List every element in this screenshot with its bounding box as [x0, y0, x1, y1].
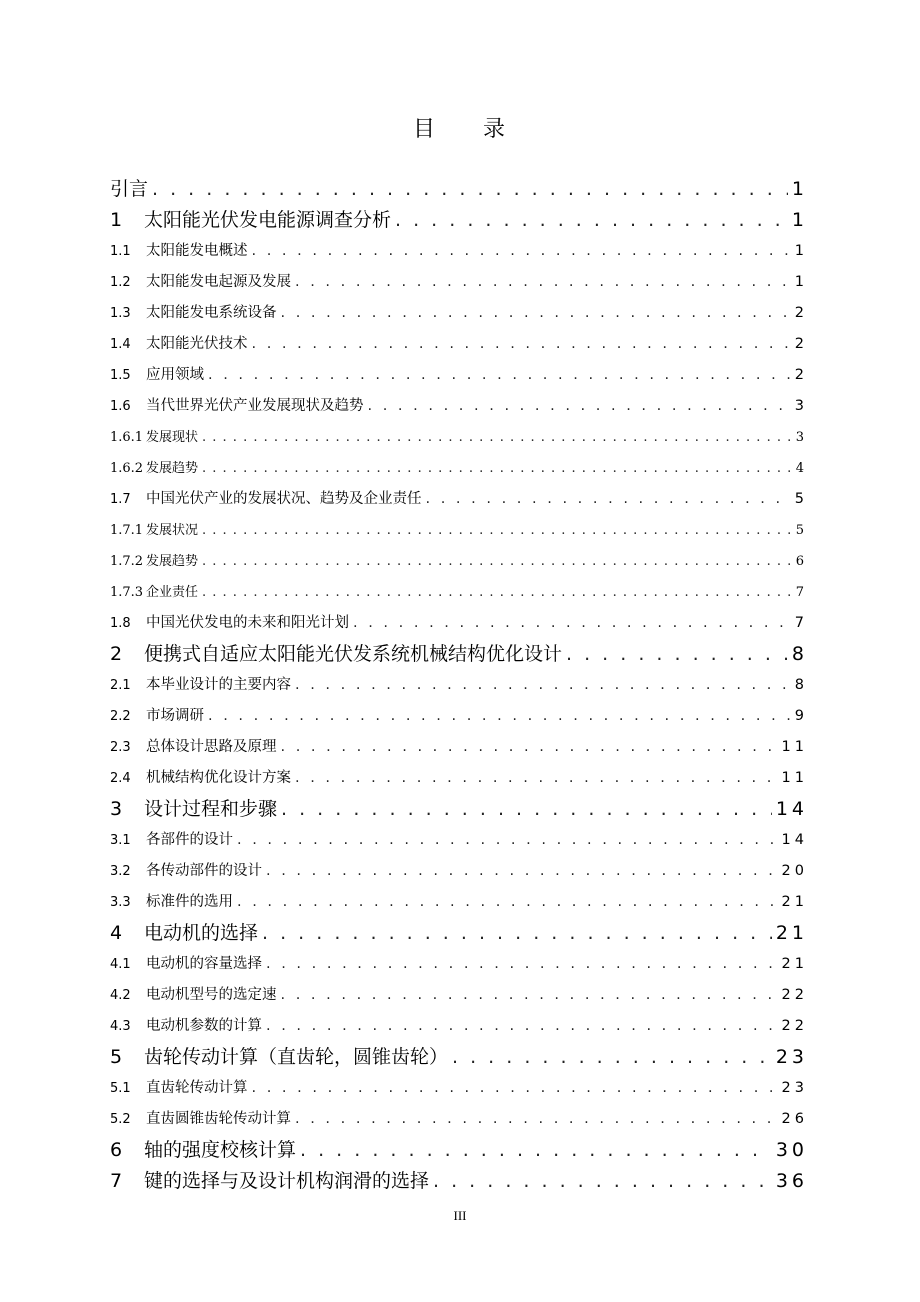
toc-entry-number: 2.4 — [110, 771, 131, 786]
toc-dot-leader — [426, 484, 791, 515]
toc-entry-page: 9 — [794, 708, 808, 724]
toc-dot-leader — [208, 701, 791, 732]
toc-dot-leader — [566, 639, 788, 670]
toc-dot-leader — [202, 515, 792, 546]
toc-dot-leader — [202, 422, 792, 453]
toc-dot-leader — [295, 763, 778, 794]
toc-entry-number: 5.1 — [110, 1081, 131, 1096]
toc-entry-page: 1 — [791, 209, 808, 231]
toc-entry-page: 11 — [781, 770, 808, 786]
toc-dot-leader — [395, 205, 788, 236]
toc-dot-leader — [208, 360, 791, 391]
toc-entry-label: 引言 — [110, 178, 149, 200]
toc-entry-label: 直齿轮传动计算 — [146, 1080, 248, 1096]
toc-entry[interactable] — [110, 1104, 808, 1135]
toc-dot-leader — [252, 329, 791, 360]
toc-entry-number: 3.1 — [110, 833, 131, 848]
toc-dot-leader — [353, 608, 791, 639]
toc-entry-title — [110, 360, 208, 391]
toc-entry[interactable] — [110, 856, 808, 887]
toc-dot-leader — [281, 794, 772, 825]
toc-entry-label: 电动机型号的选定速 — [146, 987, 277, 1003]
toc-dot-leader — [300, 1135, 772, 1166]
toc-entry-number: 1.8 — [110, 616, 131, 631]
toc-entry-label: 电动机的容量选择 — [146, 956, 262, 972]
toc-entry-page: 11 — [781, 739, 808, 755]
toc-entry[interactable] — [110, 670, 808, 701]
toc-entry-title — [110, 174, 152, 205]
toc-entry-page: 6 — [795, 554, 808, 569]
toc-entry[interactable] — [110, 577, 808, 608]
toc-entry-label: 设计过程和步骤 — [144, 798, 278, 820]
toc-entry-label: 市场调研 — [146, 708, 204, 724]
toc-entry-page: 3 — [794, 398, 808, 414]
toc-entry-label: 标准件的选用 — [146, 894, 233, 910]
toc-dot-leader — [202, 577, 792, 608]
toc-entry-title — [110, 546, 202, 577]
toc-entry[interactable] — [110, 422, 808, 453]
toc-dot-leader — [266, 856, 778, 887]
toc-entry-number: 4.1 — [110, 957, 131, 972]
toc-entry-label: 各传动部件的设计 — [146, 863, 262, 879]
toc-entry[interactable] — [110, 1011, 808, 1042]
toc-entry-label: 太阳能发电概述 — [146, 243, 248, 259]
toc-entry-title — [110, 205, 395, 236]
toc-entry-page: 20 — [781, 863, 808, 879]
toc-entry-page: 2 — [794, 367, 808, 383]
toc-entry-number: 3.2 — [110, 864, 131, 879]
toc-entry-page: 21 — [775, 922, 808, 944]
toc-entry[interactable] — [110, 949, 808, 980]
toc-entry[interactable] — [110, 794, 808, 825]
toc-entry[interactable] — [110, 546, 808, 577]
toc-dot-leader — [237, 825, 778, 856]
toc-dot-leader — [295, 670, 791, 701]
toc-entry-label: 便携式自适应太阳能光伏发系统机械结构优化设计 — [144, 643, 563, 665]
toc-dot-leader — [202, 453, 792, 484]
toc-entry-title — [110, 236, 252, 267]
toc-entry-title — [110, 484, 426, 515]
toc-entry[interactable] — [110, 205, 808, 236]
toc-dot-leader — [152, 174, 788, 205]
toc-entry-number: 1.7.1 — [110, 523, 144, 538]
page-number: III — [453, 1208, 467, 1223]
table-of-contents — [110, 174, 808, 1197]
toc-dot-leader — [433, 1166, 772, 1197]
toc-entry-label: 总体设计思路及原理 — [146, 739, 277, 755]
toc-entry-title — [110, 825, 237, 856]
toc-entry-label: 中国光伏产业的发展状况、趋势及企业责任 — [146, 491, 422, 507]
toc-entry[interactable] — [110, 267, 808, 298]
toc-entry[interactable] — [110, 763, 808, 794]
toc-entry-title — [110, 422, 202, 453]
toc-entry-title — [110, 1166, 433, 1197]
toc-dot-leader — [237, 887, 778, 918]
toc-entry-label: 机械结构优化设计方案 — [146, 770, 291, 786]
toc-entry-label: 齿轮传动计算（直齿轮，圆锥齿轮） — [144, 1046, 449, 1068]
toc-entry-number: 7 — [110, 1170, 123, 1192]
toc-entry-title — [110, 391, 368, 422]
toc-entry-number: 1.7.3 — [110, 585, 144, 600]
toc-entry-page: 22 — [781, 987, 808, 1003]
toc-entry-number: 1.6.1 — [110, 430, 144, 445]
toc-entry-label: 发展现状 — [146, 430, 199, 445]
toc-entry-page: 7 — [795, 585, 808, 600]
toc-entry-title — [110, 639, 566, 670]
toc-entry-page: 22 — [781, 1018, 808, 1034]
toc-dot-leader — [252, 1073, 778, 1104]
toc-entry-number: 3 — [110, 798, 123, 820]
toc-entry[interactable] — [110, 360, 808, 391]
toc-entry-label: 轴的强度校核计算 — [144, 1139, 297, 1161]
toc-entry-title — [110, 701, 208, 732]
toc-entry-page: 3 — [795, 430, 808, 445]
toc-entry[interactable] — [110, 1073, 808, 1104]
toc-entry-label: 发展趋势 — [146, 554, 199, 569]
toc-entry[interactable] — [110, 980, 808, 1011]
toc-entry-label: 企业责任 — [146, 585, 199, 600]
toc-entry[interactable] — [110, 887, 808, 918]
toc-dot-leader — [266, 949, 778, 980]
title-left-char: 目 — [412, 117, 437, 142]
toc-entry-number: 1.6.2 — [110, 461, 144, 476]
toc-dot-leader — [252, 236, 791, 267]
toc-entry-label: 电动机的选择 — [144, 922, 259, 944]
toc-entry[interactable] — [110, 298, 808, 329]
toc-entry-title — [110, 670, 295, 701]
toc-entry-page: 2 — [794, 305, 808, 321]
toc-entry-page: 1 — [791, 178, 808, 200]
toc-dot-leader — [266, 1011, 778, 1042]
toc-entry-page: 36 — [775, 1170, 808, 1192]
toc-entry-page: 21 — [781, 894, 808, 910]
toc-dot-leader — [295, 1104, 778, 1135]
toc-entry-number: 1.5 — [110, 368, 131, 383]
toc-entry-title — [110, 1011, 266, 1042]
toc-entry-page: 21 — [781, 956, 808, 972]
toc-entry-label: 键的选择与及设计机构润滑的选择 — [144, 1170, 430, 1192]
toc-entry-number: 6 — [110, 1139, 123, 1161]
toc-entry[interactable] — [110, 329, 808, 360]
toc-entry-page: 8 — [794, 677, 808, 693]
toc-entry[interactable] — [110, 453, 808, 484]
toc-entry-page: 8 — [791, 643, 808, 665]
toc-entry[interactable] — [110, 1166, 808, 1197]
toc-entry-page: 2 — [794, 336, 808, 352]
toc-entry-label: 直齿圆锥齿轮传动计算 — [146, 1111, 291, 1127]
toc-dot-leader — [452, 1042, 772, 1073]
toc-entry-title — [110, 1135, 300, 1166]
toc-entry-title — [110, 980, 281, 1011]
toc-dot-leader — [281, 298, 791, 329]
toc-entry-title — [110, 1042, 452, 1073]
toc-entry-number: 4.3 — [110, 1019, 131, 1034]
toc-dot-leader — [202, 546, 792, 577]
toc-entry[interactable] — [110, 608, 808, 639]
toc-entry[interactable] — [110, 732, 808, 763]
toc-entry-label: 太阳能发电起源及发展 — [146, 274, 291, 290]
toc-entry-page: 26 — [781, 1111, 808, 1127]
toc-entry[interactable] — [110, 236, 808, 267]
toc-entry[interactable] — [110, 825, 808, 856]
toc-entry-number: 1.1 — [110, 244, 131, 259]
toc-entry-number: 1 — [110, 209, 123, 231]
toc-entry-number: 1.7.2 — [110, 554, 144, 569]
toc-entry-page: 23 — [781, 1080, 808, 1096]
toc-entry-title — [110, 515, 202, 546]
toc-entry-page: 30 — [775, 1139, 808, 1161]
toc-entry-title — [110, 949, 266, 980]
toc-entry-number: 1.7 — [110, 492, 131, 507]
toc-entry[interactable] — [110, 391, 808, 422]
toc-entry-number: 2.1 — [110, 678, 131, 693]
toc-entry-page: 23 — [775, 1046, 808, 1068]
toc-entry-label: 太阳能发电系统设备 — [146, 305, 277, 321]
toc-dot-leader — [295, 267, 791, 298]
toc-entry-title — [110, 329, 252, 360]
toc-entry-title — [110, 856, 266, 887]
toc-entry-title — [110, 1073, 252, 1104]
toc-entry[interactable] — [110, 515, 808, 546]
toc-entry[interactable] — [110, 174, 808, 205]
toc-entry-page: 14 — [781, 832, 808, 848]
toc-entry-number: 4.2 — [110, 988, 131, 1003]
toc-dot-leader — [281, 732, 778, 763]
toc-entry-label: 电动机参数的计算 — [146, 1018, 262, 1034]
toc-entry-number: 3.3 — [110, 895, 131, 910]
toc-entry[interactable] — [110, 639, 808, 670]
toc-entry[interactable] — [110, 1042, 808, 1073]
title-right-char: 录 — [483, 117, 508, 142]
toc-entry-title — [110, 608, 353, 639]
toc-entry-number: 4 — [110, 922, 123, 944]
toc-entry-title — [110, 887, 237, 918]
toc-entry-number: 2.3 — [110, 740, 131, 755]
toc-entry-page: 7 — [794, 615, 808, 631]
toc-entry-page: 14 — [775, 798, 808, 820]
toc-entry-title — [110, 267, 295, 298]
toc-entry-page: 5 — [794, 491, 808, 507]
toc-entry-page: 1 — [794, 243, 808, 259]
toc-entry-title — [110, 732, 281, 763]
toc-entry-number: 2.2 — [110, 709, 131, 724]
toc-entry-number: 1.4 — [110, 337, 131, 352]
toc-entry-page: 1 — [794, 274, 808, 290]
toc-entry-label: 发展状况 — [146, 523, 199, 538]
toc-entry-label: 太阳能光伏发电能源调查分析 — [144, 209, 392, 231]
toc-dot-leader — [368, 391, 791, 422]
toc-dot-leader — [281, 980, 778, 1011]
toc-entry-label: 应用领域 — [146, 367, 204, 383]
toc-entry-title — [110, 453, 202, 484]
page-title — [0, 112, 920, 143]
toc-entry-title — [110, 298, 281, 329]
toc-entry-title — [110, 794, 281, 825]
toc-entry-label: 当代世界光伏产业发展现状及趋势 — [146, 398, 364, 414]
toc-entry-page: 4 — [795, 461, 808, 476]
toc-entry-label: 本毕业设计的主要内容 — [146, 677, 291, 693]
toc-dot-leader — [262, 918, 772, 949]
toc-entry-number: 5.2 — [110, 1112, 131, 1127]
toc-entry-number: 1.3 — [110, 306, 131, 321]
toc-entry-label: 发展趋势 — [146, 461, 199, 476]
toc-entry-label: 太阳能光伏技术 — [146, 336, 248, 352]
toc-entry-number: 5 — [110, 1046, 123, 1068]
toc-entry-title — [110, 918, 262, 949]
toc-entry[interactable] — [110, 484, 808, 515]
toc-entry-label: 中国光伏发电的未来和阳光计划 — [146, 615, 349, 631]
toc-entry[interactable] — [110, 701, 808, 732]
toc-entry-title — [110, 1104, 295, 1135]
toc-entry-page: 5 — [795, 523, 808, 538]
toc-entry-number: 2 — [110, 643, 123, 665]
toc-entry-number: 1.6 — [110, 399, 131, 414]
toc-entry-number: 1.2 — [110, 275, 131, 290]
toc-entry[interactable] — [110, 918, 808, 949]
toc-entry-title — [110, 763, 295, 794]
toc-entry-title — [110, 577, 202, 608]
toc-entry-label: 各部件的设计 — [146, 832, 233, 848]
toc-entry[interactable] — [110, 1135, 808, 1166]
